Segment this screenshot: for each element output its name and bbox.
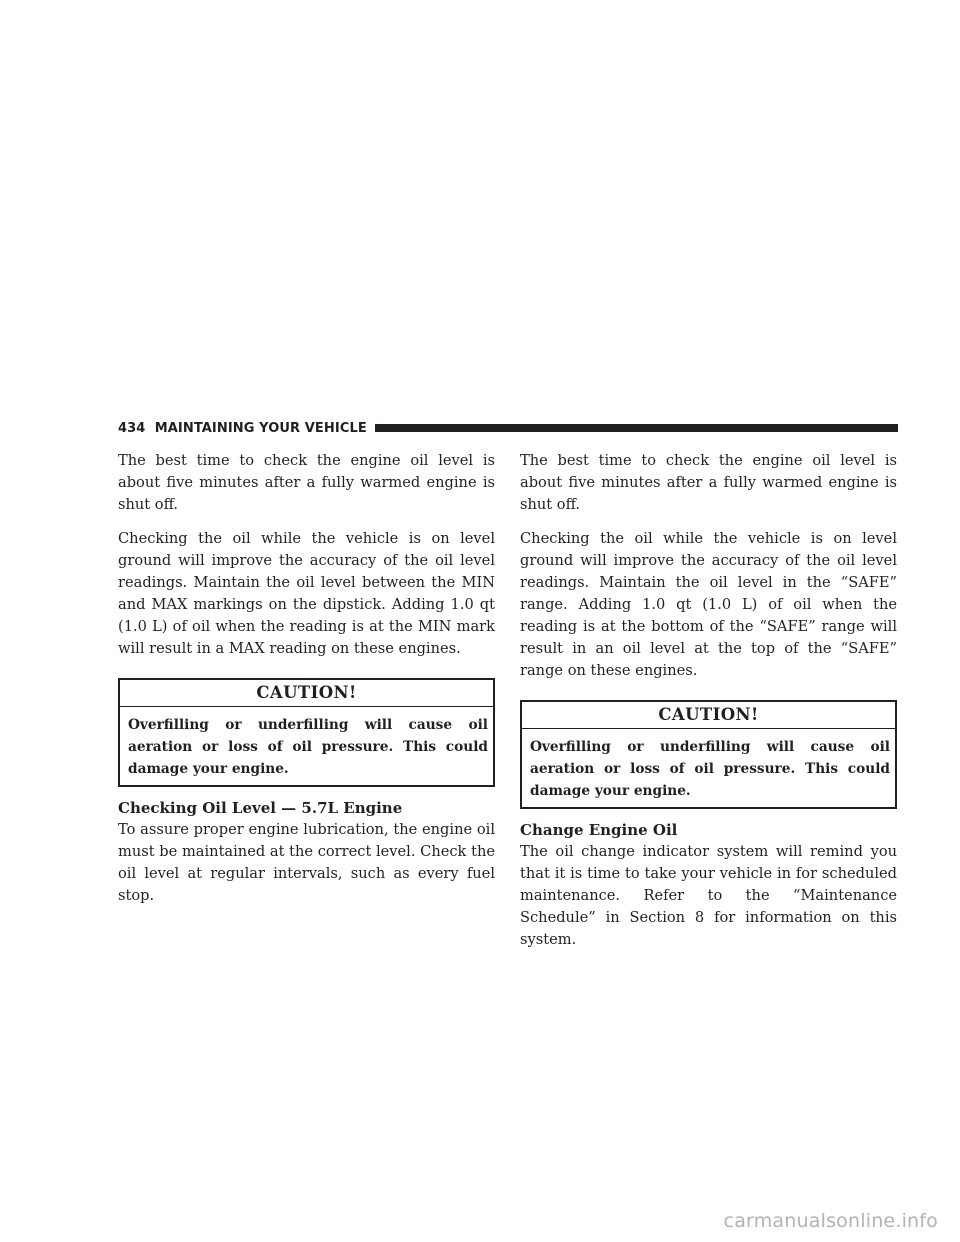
left-paragraph-3: To assure proper engine lubrication, the engine oil must be maintained at the correct level. Check the oil level at regular intervals, such as every fuel stop. <box>118 821 495 904</box>
right-column <box>520 450 897 951</box>
left-paragraph-1: The best time to check the engine oil level is about five minutes after a fully warmed engine is shut off. <box>118 452 495 513</box>
right-caution-text: Overfilling or underfilling will cause oil aeration or loss of oil pressure. This could damage your engine. <box>530 739 890 799</box>
left-caution-box <box>118 678 495 787</box>
left-caution-title: CAUTION! <box>120 680 493 707</box>
right-caution-box <box>520 700 897 809</box>
right-caution-title: CAUTION! <box>522 702 895 729</box>
left-section-heading: Checking Oil Level — 5.7L Engine <box>118 799 403 817</box>
page-header-text <box>118 421 367 436</box>
header-rule <box>375 424 898 432</box>
watermark-link[interactable]: carmanualsonline.info <box>723 1210 938 1232</box>
right-paragraph-1: The best time to check the engine oil level is about five minutes after a fully warmed engine is shut off. <box>520 452 897 513</box>
right-paragraph-2: Checking the oil while the vehicle is on level ground will improve the accuracy of the oil level readings. Maintain the oil level in the “SAFE” range. Adding 1.0 qt (1.0 L) of oil when the reading is at the bottom of the “SAFE” range will result in an oil level at the top of the “SAFE” range on these engines. <box>520 530 897 679</box>
right-paragraph-3: The oil change indicator system will remind you that it is time to take your vehicle in for scheduled maintenance. Refer to the “Maintenance Schedule” in Section 8 for information on this system. <box>520 843 897 948</box>
left-paragraph-2: Checking the oil while the vehicle is on level ground will improve the accuracy of the oil level readings. Maintain the oil level between the MIN and MAX markings on the dipstick. Adding 1.0 qt (1.0 L) of oil when the reading is at the MIN mark will result in a MAX reading on these engines. <box>118 530 495 657</box>
right-section-heading: Change Engine Oil <box>520 821 678 839</box>
section-title: MAINTAINING YOUR VEHICLE <box>154 420 367 436</box>
left-column <box>118 450 495 907</box>
left-caution-text: Overfilling or underfilling will cause oil aeration or loss of oil pressure. This could damage your engine. <box>128 717 488 777</box>
page-header <box>118 418 898 438</box>
page-number: 434 <box>118 420 146 436</box>
